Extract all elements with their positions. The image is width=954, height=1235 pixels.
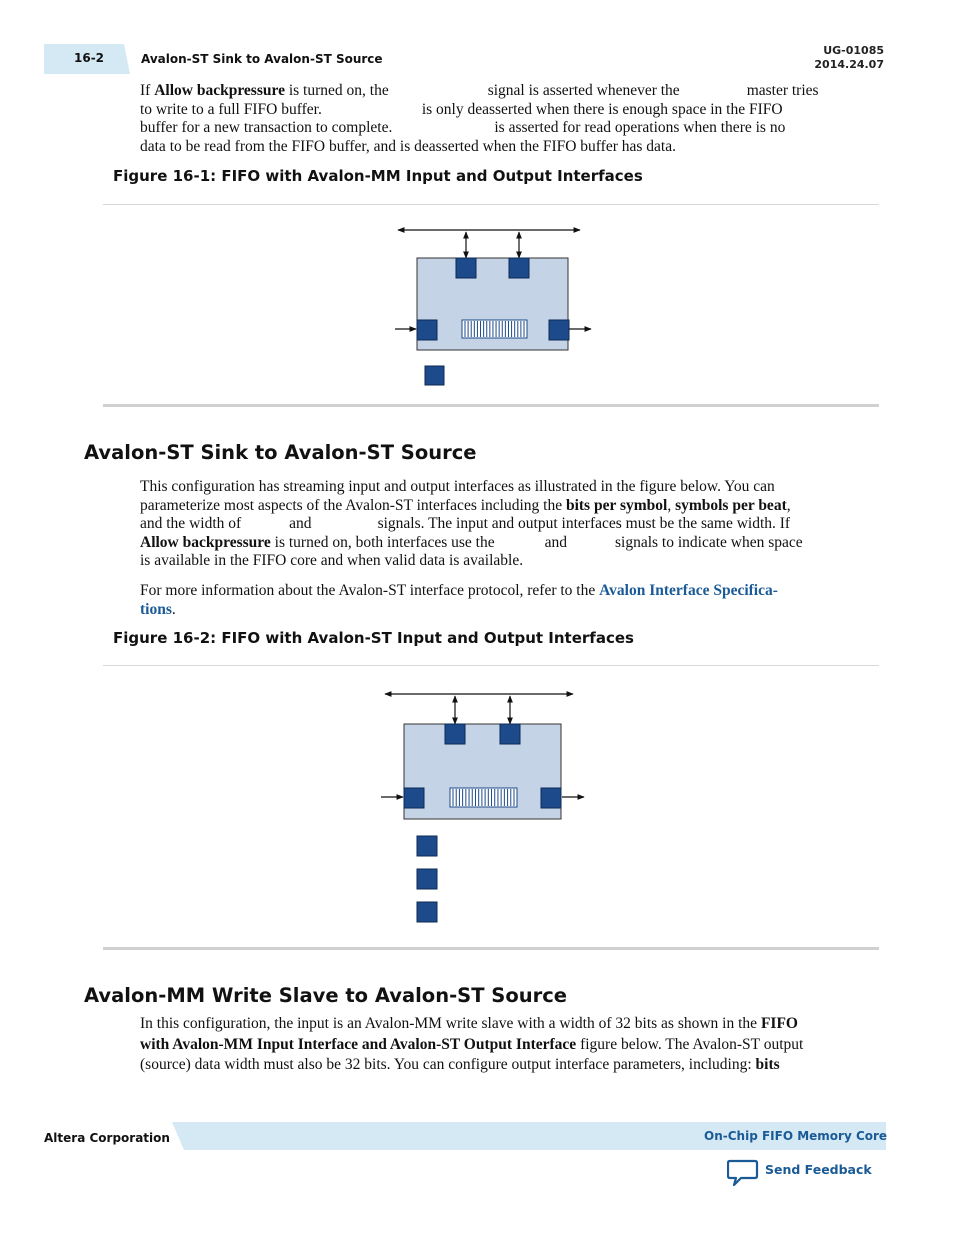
intro-line-1: If Allow backpressure is turned on, the signal is asserted whenever the master tries <box>140 82 819 99</box>
fig2-port-csr-left <box>445 724 465 744</box>
fig2-port-csr-right <box>500 724 520 744</box>
fig2-buffer-frame <box>450 788 517 807</box>
doc-id-date: 2014.24.07 <box>814 58 884 71</box>
footer-core-name: On-Chip FIFO Memory Core <box>704 1129 888 1143</box>
section-heading-mm-to-st: Avalon-MM Write Slave to Avalon-ST Source <box>84 984 568 1007</box>
intro-line-2: to write to a full FIFO buffer. is only deasserted when there is enough space in the FIFO <box>140 100 783 118</box>
intro-line-4: data to be read from the FIFO buffer, and is deasserted when the FIFO buffer has data. <box>140 137 676 155</box>
avalon-spec-link-continued[interactable]: tions <box>140 600 172 618</box>
fig2-port-sink <box>404 788 424 808</box>
st-to-st-paragraph-2: For more information about the Avalon-ST interface protocol, refer to the Avalon Interface Specifica- tions. <box>140 582 778 618</box>
figure-2-bottom-rule <box>103 947 879 950</box>
fig2-port-source <box>541 788 561 808</box>
page-number: 16-2 <box>74 51 105 65</box>
fig2-port-reset <box>417 869 437 889</box>
figure-1-caption: Figure 16-1: FIFO with Avalon-MM Input and Output Interfaces <box>113 167 643 185</box>
section-heading-st-to-st: Avalon-ST Sink to Avalon-ST Source <box>84 441 477 464</box>
running-header-title: Avalon-ST Sink to Avalon-ST Source <box>141 52 383 66</box>
footer-company: Altera Corporation <box>44 1131 170 1145</box>
doc-id-number: UG-01085 <box>823 44 884 57</box>
fig2-fifo-buffer <box>450 788 517 807</box>
st-to-st-paragraph-1: This configuration has streaming input and output interfaces as illustrated in the figure below. You can parameterize most aspects of the Avalon-ST interfaces including the bits per symbol, symbols per beat, and the width of and signals. The input and output interfaces must be the same width. If Allow backpressure is turned on, both interfaces use the and signals to indicate when space is available in the FIFO core and when valid data is available. <box>140 478 803 569</box>
speech-bubble-icon[interactable] <box>727 1159 759 1187</box>
fig2-port-status <box>417 902 437 922</box>
figure-2-caption: Figure 16-2: FIFO with Avalon-ST Input and Output Interfaces <box>113 629 634 647</box>
send-feedback-link[interactable]: Send Feedback <box>765 1162 872 1177</box>
mm-to-st-paragraph: In this configuration, the input is an Avalon-MM write slave with a width of 32 bits as shown in the FIFO with Avalon-MM Input Interface and Avalon-ST Output Interface figure below. The Avalon-ST output (source) data width must also be 32 bits. You can configure output interface parameters, including: bits <box>140 1015 804 1073</box>
avalon-spec-link[interactable]: Avalon Interface Specifica- <box>599 582 778 599</box>
fig2-port-clock <box>417 836 437 856</box>
intro-line-3: buffer for a new transaction to complete. is asserted for read operations when there is no <box>140 119 786 136</box>
